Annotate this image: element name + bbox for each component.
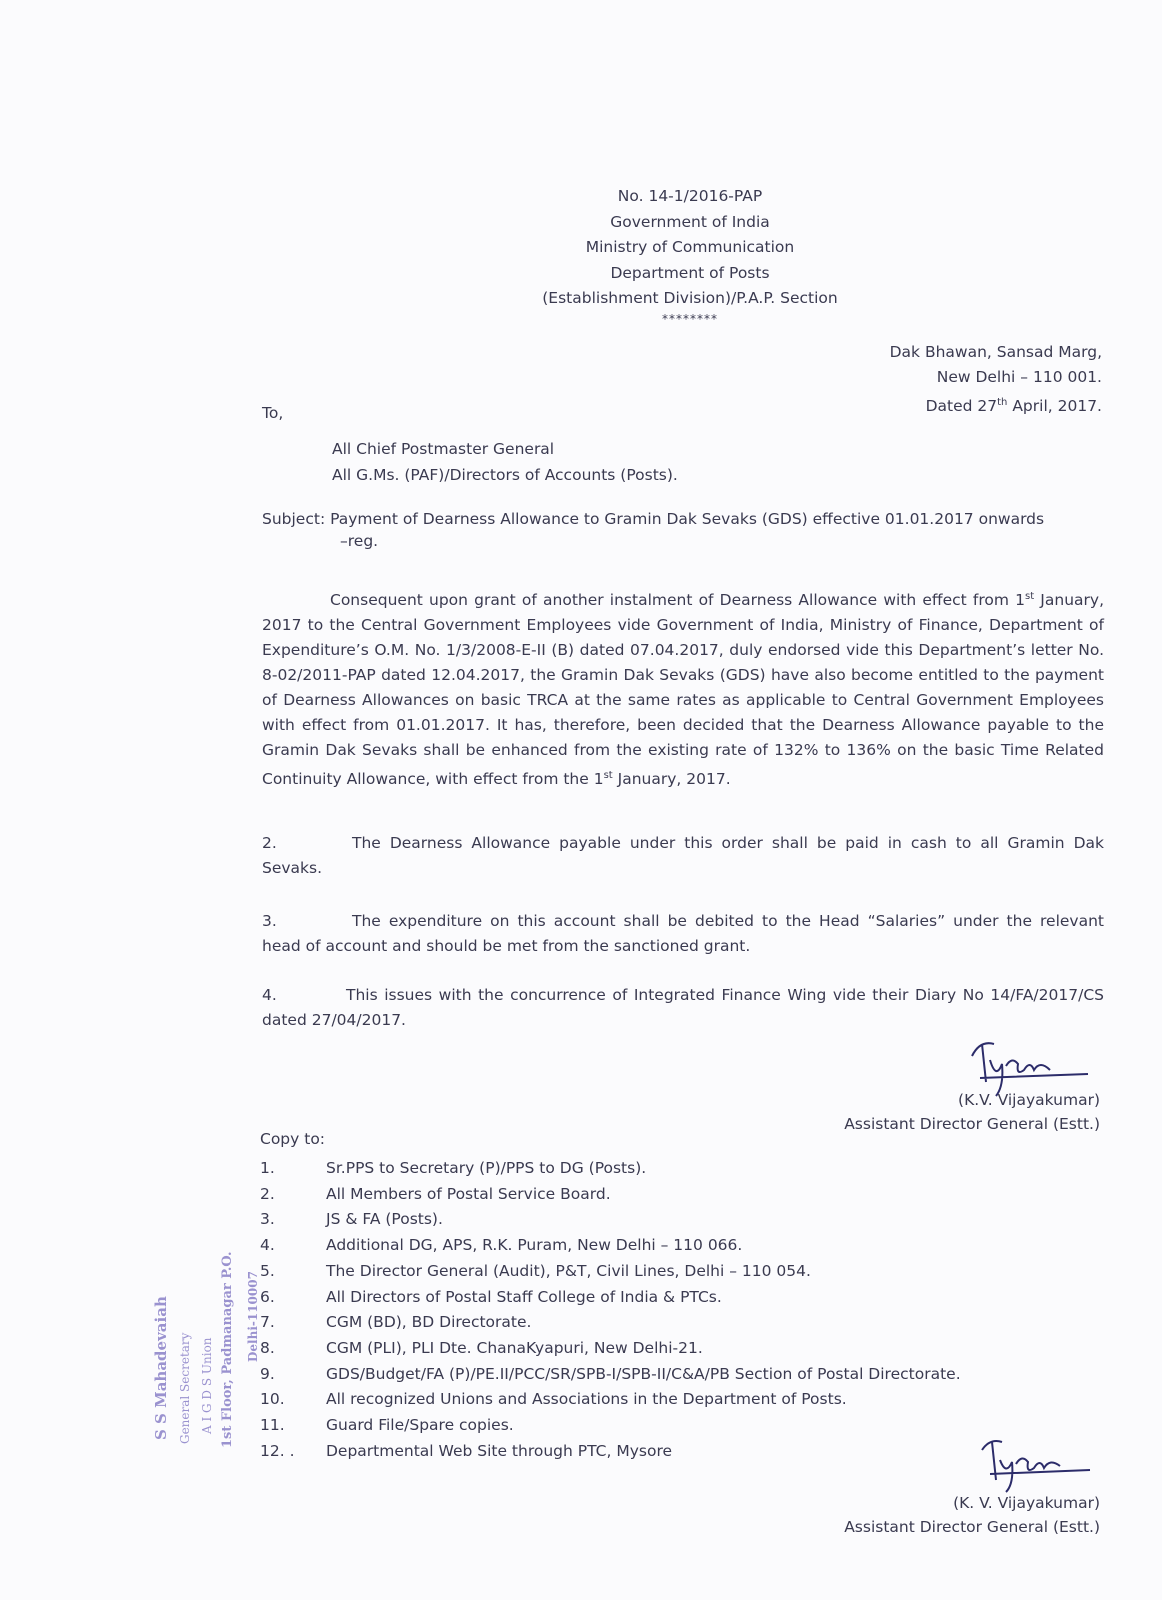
copy-to-item-number: 12. . — [260, 1441, 295, 1460]
copy-to-item-number: 6. — [260, 1287, 275, 1306]
stamp-line-1: S S Mahadevaiah — [152, 1296, 170, 1440]
date-line — [890, 390, 1102, 419]
copy-to-item — [260, 1233, 961, 1259]
letter-header — [470, 184, 910, 326]
signature-block-2 — [844, 1491, 1100, 1539]
signatory-name-2: (K. V. Vijayakumar) — [953, 1494, 1100, 1512]
address-line-1: Dak Bhawan, Sansad Marg, — [889, 343, 1102, 361]
copy-to-item — [260, 1310, 961, 1336]
copy-to-item-text: All Directors of Postal Staff College of India & PTCs. — [326, 1287, 722, 1306]
copy-to-item-text: GDS/Budget/FA (P)/PE.II/PCC/SR/SPB-I/SPB-II/C&A/PB Section of Postal Directorate. — [326, 1364, 961, 1383]
paragraph-1 — [262, 584, 1104, 792]
copy-to-item — [260, 1207, 961, 1233]
copy-to-item-text: CGM (PLI), PLI Dte. ChanaKyapuri, New Delhi-21. — [326, 1338, 703, 1357]
subject — [262, 508, 1104, 552]
para1-sup-1: st — [1025, 591, 1035, 602]
signatory-name-1: (K.V. Vijayakumar) — [958, 1091, 1100, 1109]
copy-to-item — [260, 1439, 961, 1465]
para1-part-c: January, 2017. — [612, 770, 731, 789]
para4-text: This issues with the concurrence of Integrated Finance Wing vide their Diary No 14/FA/2017/CS dated 27/04/2017. — [262, 986, 1104, 1029]
recipient-2: All G.Ms. (PAF)/Directors of Accounts (Posts). — [332, 466, 678, 484]
signature-scribble-2 — [972, 1432, 1102, 1497]
copy-to-item-number: 10. — [260, 1390, 285, 1409]
copy-to-item-number: 4. — [260, 1236, 275, 1255]
file-number: No. 14-1/2016-PAP — [617, 187, 763, 205]
para4-number: 4. — [262, 986, 277, 1004]
signatory-designation-1: Assistant Director General (Estt.) — [844, 1115, 1100, 1133]
stamp-line-2: General Secretary — [178, 1332, 192, 1444]
copy-to-item — [260, 1413, 961, 1439]
to-label: To, — [262, 404, 284, 422]
copy-to-item-number: 8. — [260, 1338, 275, 1357]
stamp-line-4: 1st Floor, Padmanagar P.O. — [220, 1251, 235, 1448]
ministry-line: Ministry of Communication — [585, 238, 795, 256]
government-line: Government of India — [610, 212, 770, 231]
copy-to-item-text: All recognized Unions and Associations in the Department of Posts. — [326, 1390, 847, 1409]
copy-to-item-number: 5. — [260, 1261, 275, 1280]
copy-to-item-number: 11. — [260, 1416, 285, 1435]
copy-to-item-number: 1. — [260, 1159, 275, 1177]
subject-line-2: –reg. — [340, 532, 379, 550]
paragraph-3 — [262, 909, 1104, 959]
copy-to-item-number: 9. — [260, 1364, 275, 1383]
stamp-line-5: Delhi-110007 — [246, 1271, 260, 1362]
para1-sup-2: st — [603, 770, 613, 782]
copy-to-item — [260, 1387, 961, 1413]
copy-to-item-text: Additional DG, APS, R.K. Puram, New Delhi – 110 066. — [326, 1236, 743, 1255]
copy-to-item — [260, 1362, 961, 1388]
copy-to-item-text: JS & FA (Posts). — [326, 1210, 443, 1229]
sender-address — [890, 340, 1102, 419]
copy-to-item-number: 7. — [260, 1313, 275, 1332]
address-line-2: New Delhi – 110 001. — [936, 368, 1102, 386]
copy-to-item-text: All Members of Postal Service Board. — [326, 1184, 611, 1203]
copy-to-item — [260, 1156, 961, 1182]
copy-to-heading: Copy to: — [260, 1130, 326, 1148]
copy-to-item — [260, 1182, 961, 1208]
copy-to-item — [260, 1336, 961, 1362]
date-suffix: April, 2017. — [1007, 397, 1102, 416]
copy-to-list — [260, 1156, 961, 1464]
date-prefix: Dated 27 — [925, 397, 998, 416]
union-stamp — [150, 1212, 300, 1448]
paragraph-4 — [262, 983, 1104, 1033]
copy-to-item — [260, 1259, 961, 1285]
para1-part-b: January, 2017 to the Central Government Employees vide Government of India, Ministry of Finance, Department of Expenditure’s O.M. No. 1/3/2008-E-II (B) dated 07.04.2017, duly endorsed vide this Department’s letter No. 8-02/2011-PAP dated 12.04.2017, the Gramin Dak Sevaks (GDS) have also become entitled to the payment of Dearness Allowances on basic TRCA at the same rates as applicable to Central Government Employees with effect from 01.01.2017. It has, therefore, been decided that the Dearness Allowance payable to the Gramin Dak Sevaks shall be enhanced from the existing rate of 132% to 136% on the basic Time Related Continuity Allowance, with effect from the 1 — [262, 591, 1104, 789]
para3-number: 3. — [262, 912, 277, 930]
copy-to-item-text: Guard File/Spare copies. — [326, 1416, 514, 1435]
stamp-line-3: A I G D S Union — [200, 1337, 214, 1434]
copy-to-item-number: 2. — [260, 1184, 275, 1203]
para1-part-a: Consequent upon grant of another instalment of Dearness Allowance with effect from 1 — [330, 591, 1025, 610]
copy-to-item — [260, 1285, 961, 1311]
signature-block-1 — [844, 1088, 1100, 1136]
copy-to-item-text: Sr.PPS to Secretary (P)/PPS to DG (Posts). — [326, 1159, 647, 1177]
para2-number: 2. — [262, 834, 277, 852]
subject-line-1: Subject: Payment of Dearness Allowance to Gramin Dak Sevaks (GDS) effective 01.01.2017 onwards — [262, 510, 1045, 528]
signatory-designation-2: Assistant Director General (Estt.) — [844, 1518, 1100, 1536]
date-sup: th — [997, 397, 1008, 408]
recipients — [332, 436, 678, 488]
copy-to-item-text: Departmental Web Site through PTC, Mysore — [326, 1441, 673, 1460]
section-line: (Establishment Division)/P.A.P. Section — [542, 289, 838, 307]
copy-to-item-text: The Director General (Audit), P&T, Civil Lines, Delhi – 110 054. — [326, 1261, 811, 1280]
recipient-1: All Chief Postmaster General — [332, 440, 555, 458]
copy-to-item-text: CGM (BD), BD Directorate. — [326, 1313, 532, 1332]
header-separator: ******** — [662, 311, 718, 326]
paragraph-2 — [262, 831, 1104, 881]
para2-text: The Dearness Allowance payable under this order shall be paid in cash to all Gramin Dak Sevaks. — [262, 834, 1104, 877]
para3-text: The expenditure on this account shall be debited to the Head “Salaries” under the relevant head of account and should be met from the sanctioned grant. — [262, 912, 1104, 955]
department-line: Department of Posts — [610, 263, 770, 282]
copy-to-item-number: 3. — [260, 1210, 275, 1229]
